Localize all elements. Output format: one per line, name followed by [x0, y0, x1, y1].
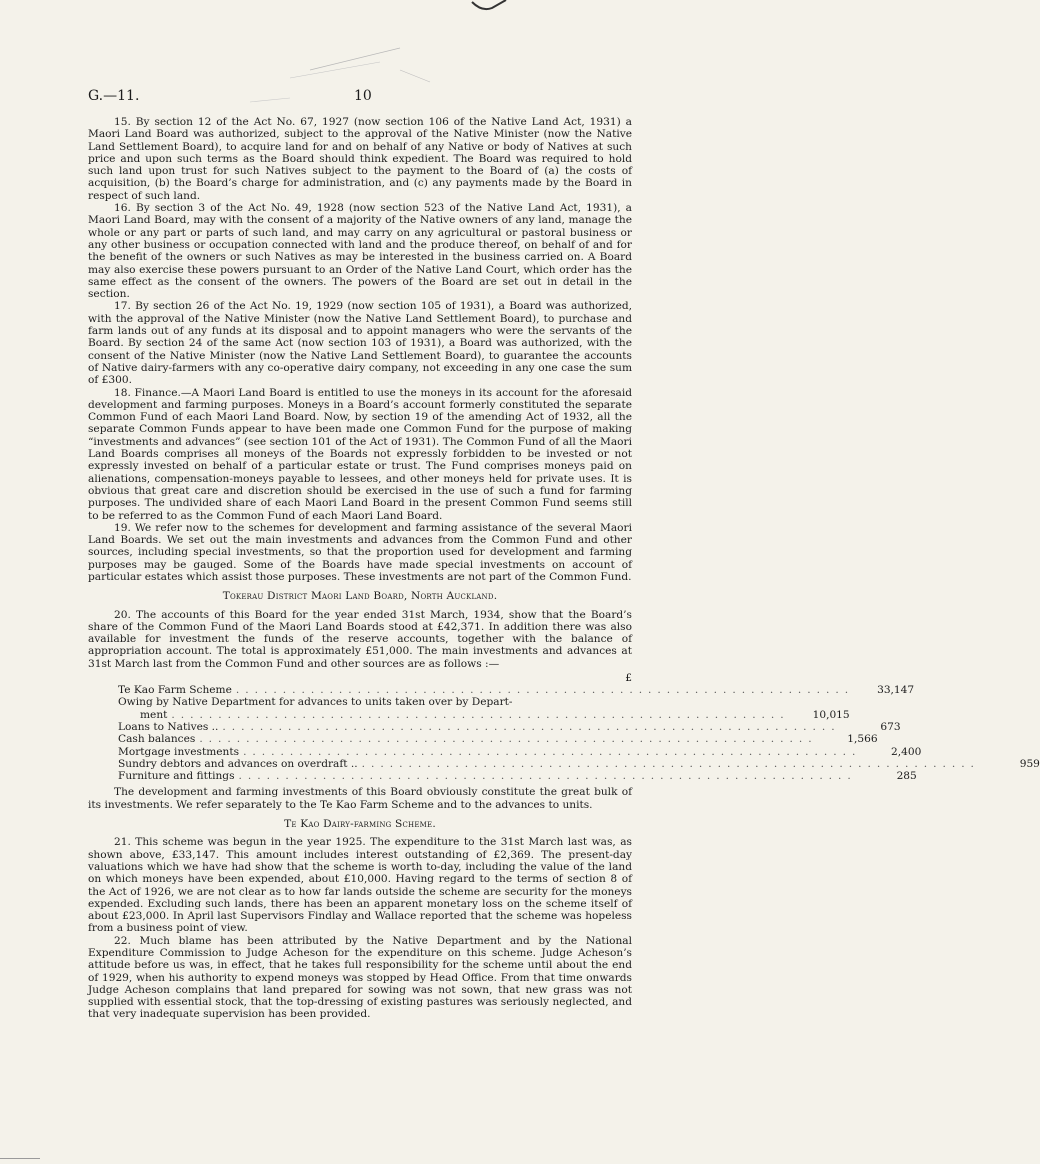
ledger-row-amount: 10,015	[812, 708, 850, 721]
ledger-row	[88, 696, 632, 708]
ledger-row-label: Furniture and fittings	[118, 770, 235, 783]
pencil-check-mark	[470, 0, 510, 14]
paragraph-17: 17. By section 26 of the Act No. 19, 1929 (now section 105 of 1931), a Board was authorized, with the approval of the Native Minister (now the Native Land Settlement Board), to purchase and farm lands out of any funds at its disposal and to appoint managers who were the servants of the Board. By section 24 of the same Act (now section 103 of 1931), a Board was authorized, with the consent of the Native Minister (now the Native Land Settlement Board), to guarantee the accounts of Native dairy-farmers with any co-operative dairy company, not exceeding in any one case the sum of £300.	[88, 300, 632, 387]
ledger-row-label: Owing by Native Department for advances to units taken over by Depart-	[118, 696, 513, 709]
dot-leader: ..................................................................	[243, 745, 862, 758]
paragraph-15: 15. By section 12 of the Act No. 67, 1927 (now section 106 of the Native Land Act, 1931) a Maori Land Board was authorized, subject to the approval of the Native Minister (now the Native Land Settlement Board), to acquire land for and on behalf of any Native or body of Natives at such price and upon such terms as the Board should think expedient. The Board was required to hold such land upon trust for such Natives subject to the payment to the Board of (a) the costs of acquisition, (b) the Board’s charge for administration, and (c) any payments made by the Board in respect of such land.	[88, 116, 632, 202]
ledger-row	[88, 770, 917, 783]
ledger-row-label: Te Kao Farm Scheme	[118, 684, 232, 697]
footer-rule	[0, 1158, 40, 1159]
page-header	[88, 88, 632, 108]
paragraph-after-ledger: The development and farming investments of this Board obviously constitute the great bulk of its investments. We refer separately to the Te Kao Farm Scheme and to the advances to units.	[88, 786, 632, 811]
ledger-row-amount: 959	[1019, 757, 1040, 770]
ledger-row	[88, 720, 901, 733]
ledger-row-amount: 285	[896, 770, 917, 783]
paragraph-22: 22. Much blame has been attributed by the Native Department and by the National Expenditure Commission to Judge Acheson for the expenditure on this scheme. Judge Acheson’s attitude before us was, in effect, that he takes full responsibility for the scheme until about the end of 1929, when his authority to expend moneys was stopped by Head Office. From that time onwards Judge Acheson complains that land prepared for sowing was not sown, that new grass was not supplied with essential stock, that the top-dressing of existing pastures was seriously neglected, and that very inadequate supervision has been provided.	[88, 934, 632, 1021]
document-body	[88, 116, 1040, 1021]
dot-leader: ..................................................................	[238, 770, 857, 783]
ledger-row-label: Cash balances	[118, 733, 196, 746]
ledger-row-label: Mortgage investments	[118, 745, 240, 758]
document-reference: G.—11.	[88, 88, 140, 104]
section-heading-tokerau: Tokerau District Maori Land Board, North Auckland.	[222, 590, 498, 603]
paragraph-21: 21. This scheme was begun in the year 1925. The expenditure to the 31st March last was, as shown above, £33,147. This amount includes interest outstanding of £2,369. The present-day valuations which we have had show that the scheme is worth to-day, including the value of the land on which moneys have been expended, about £10,000. Having regard to the terms of section 8 of the Act of 1926, we are not clear as to how far lands outside the scheme are security for the moneys expended. Excluding such lands, there has been an apparent monetary loss on the scheme itself of about £23,000. In April last Supervisors Findlay and Wallace reported that the scheme was hopeless from a business point of view.	[88, 836, 632, 935]
ledger-row-label: Sundry debtors and advances on overdraft ..	[118, 757, 358, 770]
ledger-row-amount: 673	[880, 720, 901, 733]
investments-ledger	[88, 672, 1040, 783]
ledger-row-continuation	[88, 708, 850, 721]
ledger-row	[88, 757, 1040, 770]
ledger-row-label: Loans to Natives ..	[118, 720, 219, 733]
ledger-row-amount: 1,566	[847, 733, 878, 746]
ledger-row	[88, 684, 915, 697]
dot-leader: ..................................................................	[361, 757, 980, 770]
dot-leader: ..................................................................	[222, 720, 841, 733]
ledger-row-amount: 33,147	[877, 684, 915, 697]
dot-leader: ..................................................................	[171, 708, 790, 721]
dot-leader: ..................................................................	[235, 684, 855, 697]
page-number: 10	[354, 88, 372, 104]
paragraph-16: 16. By section 3 of the Act No. 49, 1928 (now section 523 of the Native Land Act, 1931), a Maori Land Board, may with the consent of a majority of the Native owners of any land, manage the whole or any part or parts of such land, and may carry on any agricultural or pastoral business or any other business or occupation connected with land and the produce thereof, on behalf of and for the benefit of the owners or such Natives as may be interested in the business carried on. A Board may also exercise these powers pursuant to an Order of the Native Land Court, which order has the same effect as the consent of the owners. The powers of the Board are set out in detail in the section.	[88, 202, 632, 301]
ledger-currency-symbol: £	[625, 672, 632, 685]
dot-leader: ..................................................................	[199, 733, 818, 746]
paragraph-18: 18. Finance.—A Maori Land Board is entitled to use the moneys in its account for the aforesaid development and farming purposes. Moneys in a Board’s account formerly constituted the separate Common Fund of each Maori Land Board. Now, by section 19 of the amending Act of 1932, all the separate Common Funds appear to have been made one Common Fund for the purpose of making “investments and advances” (see section 101 of the Act of 1931). The Common Fund of all the Maori Land Boards comprises all moneys of the Boards not expressly forbidden to be invested or not expressly invested on behalf of a particular estate or trust. The Fund comprises moneys paid on alienations, compensation-moneys payable to lessees, and other moneys held for private uses. It is obvious that great care and discretion should be exercised in the use of such a fund for farming purposes. The undivided share of each Maori Land Board in the present Common Fund seems still to be referred to as the Common Fund of each Maori Land Board.	[88, 386, 632, 522]
section-heading-te-kao: Te Kao Dairy-farming Scheme.	[284, 818, 436, 831]
paragraph-20: 20. The accounts of this Board for the year ended 31st March, 1934, show that the Board’s share of the Common Fund of the Maori Land Boards stood at £42,371. In addition there was also available for investment the funds of the reserve accounts, together with the balance of appropriation account. The total is approximately £51,000. The main investments and advances at 31st March last from the Common Fund and other sources are as follows :—	[88, 608, 632, 670]
ledger-row-amount: 2,400	[891, 745, 922, 758]
ledger-row-label-continued: ment	[140, 708, 168, 721]
ledger-row	[88, 745, 922, 758]
paragraph-19: 19. We refer now to the schemes for development and farming assistance of the several Maori Land Boards. We set out the main investments and advances from the Common Fund and other sources, including special investments, so that the proportion used for development and farming purposes may be gauged. Some of the Boards have made special investments on account of particular estates which assist those purposes. These investments are not part of the Common Fund.	[88, 521, 632, 583]
ledger-row	[88, 733, 878, 746]
